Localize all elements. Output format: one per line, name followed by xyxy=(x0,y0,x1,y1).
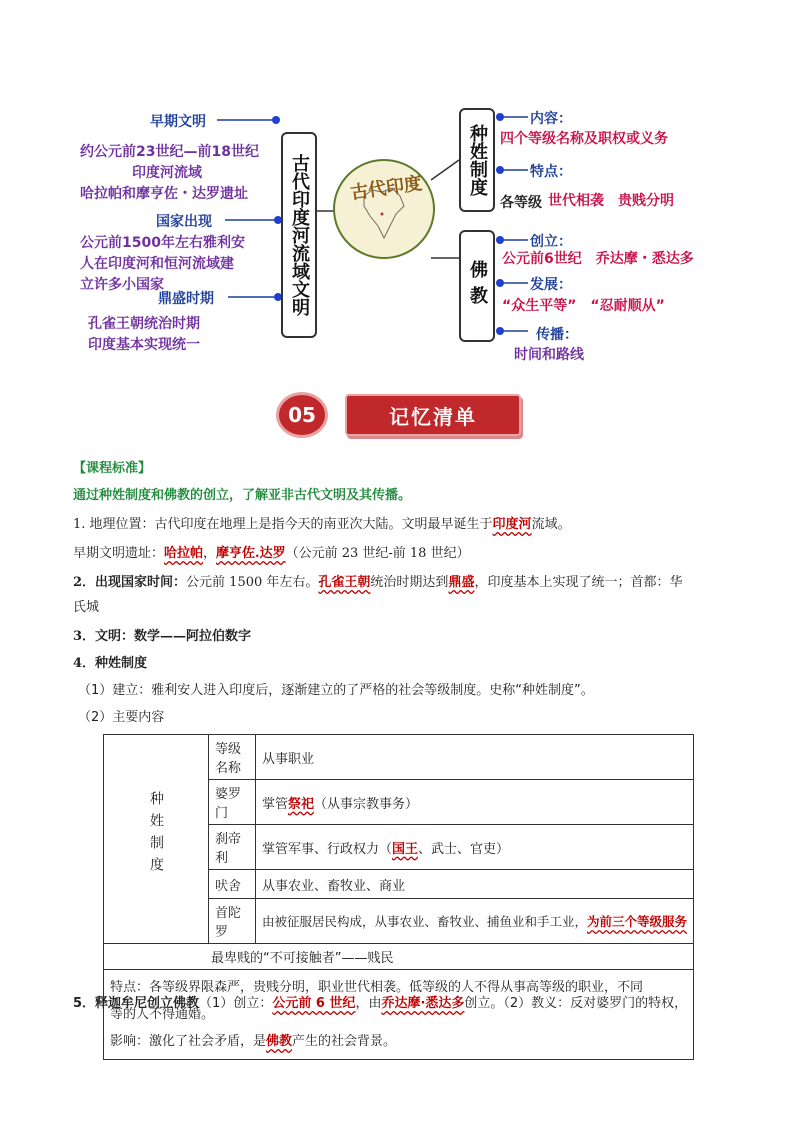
state-time-line-cont: 氏城 xyxy=(73,600,100,615)
header-level-name: 等级名称 xyxy=(209,735,256,780)
early-region: 印度河流域 xyxy=(132,165,202,181)
caste-content-label: 内容： xyxy=(530,111,572,127)
left-main-box: 古代印度河流域文明 xyxy=(281,132,317,338)
caste-feature-black: 各等级 xyxy=(500,195,542,211)
buddhism-founding-detail: 公元前6世纪 乔达摩・悉达多 xyxy=(502,251,694,267)
table-row: 首陀罗 由被征服居民构成，从事农业、畜牧业、捕鱼业和手工业，为前三个等级服务 xyxy=(104,899,694,944)
influence-text: 影响：激化了社会矛盾，是佛教产生的社会背景。 xyxy=(110,1034,397,1049)
buddhism-box: 佛教 xyxy=(459,230,495,342)
feature-influence-cell xyxy=(104,970,694,1060)
buddhism-founding-line: 5．释迦牟尼创立佛教（1）创立：公元前 6 世纪，由乔达摩·悉达多创立。（2）教义：反对婆罗门的特权， xyxy=(73,996,688,1011)
table-row: 婆罗门 掌管祭祀（从事宗教事务） xyxy=(104,780,694,825)
caste-feature-label: 特点： xyxy=(530,164,572,180)
feature-text: 特点：各等级界限森严，贵贱分明，职业世代相袭。低等级的人不得从事高等级的职业，不同 xyxy=(110,980,644,995)
buddhism-development-label: 发展： xyxy=(530,277,572,293)
curriculum-standard-heading: 【课程标准】 xyxy=(73,461,152,476)
table-row: 吠舍 从事农业、畜牧业、商业 xyxy=(104,870,694,899)
caste-establish-line: （1）建立：雅利安人进入印度后，逐渐建立的了严格的社会等级制度。史称“种姓制度”。 xyxy=(78,683,594,698)
caste-system-heading: 4．种姓制度 xyxy=(73,656,148,671)
branch-peak-period: 鼎盛时期 xyxy=(158,291,214,307)
buddhism-founding-label: 创立： xyxy=(530,234,572,250)
center-title: 古代印度 xyxy=(349,173,424,204)
caste-main-content-heading: （2）主要内容 xyxy=(78,710,165,725)
caste-box: 种姓制度 xyxy=(459,108,495,212)
caste-side-label: 种姓制度 xyxy=(104,735,209,944)
curriculum-standard-text: 通过种姓制度和佛教的创立，了解亚非古代文明及其传播。 xyxy=(73,488,412,503)
buddhism-spread-detail: 时间和路线 xyxy=(514,347,584,363)
peak-detail-2: 印度基本实现统一 xyxy=(88,337,200,353)
section-number-badge: 05 xyxy=(276,392,328,438)
header-occupation: 从事职业 xyxy=(255,735,693,780)
untouchable-row: 最卑贱的“不可接触者”——贱民 xyxy=(104,944,694,970)
early-time: 约公元前23世纪—前18世纪 xyxy=(80,144,259,160)
branch-state-emergence: 国家出现 xyxy=(156,214,212,230)
caste-content-detail: 四个等级名称及职权或义务 xyxy=(500,131,668,147)
table-row: 刹帝利 掌管军事、行政权力（国王、武士、官吏） xyxy=(104,825,694,870)
peak-detail-1: 孔雀王朝统治时期 xyxy=(88,316,200,332)
feature-text-cont: 等的人不得通婚。 xyxy=(110,1007,215,1022)
state-time-line: 2．出现国家时间：公元前 1500 年左右。孔雀王朝统治时期达到鼎盛，印度基本上实现了统一；首都：华 xyxy=(73,575,683,590)
geo-location-line: 1. 地理位置：古代印度在地理上是指今天的南亚次大陆。文明最早诞生于印度河流域。 xyxy=(73,517,571,532)
buddhism-development-detail: “众生平等” “忍耐顺从” xyxy=(502,298,665,314)
civilization-line: 3．文明：数学——阿拉伯数字 xyxy=(73,629,252,644)
caste-feature-red: 世代相袭 贵贱分明 xyxy=(548,193,674,209)
early-sites-line: 早期文明遗址：哈拉帕，摩亨佐.达罗（公元前 23 世纪-前 18 世纪） xyxy=(73,546,470,561)
buddhism-spread-label: 传播： xyxy=(536,327,578,343)
early-sites: 哈拉帕和摩亨佐・达罗遗址 xyxy=(80,186,248,202)
state-detail-2: 人在印度河和恒河流域建 xyxy=(80,256,234,272)
section-title-banner: 记忆清单 xyxy=(345,394,521,436)
state-detail-3: 立许多小国家 xyxy=(80,277,164,293)
branch-early-civilization: 早期文明 xyxy=(150,114,206,130)
state-detail-1: 公元前1500年左右雅利安 xyxy=(80,235,245,251)
